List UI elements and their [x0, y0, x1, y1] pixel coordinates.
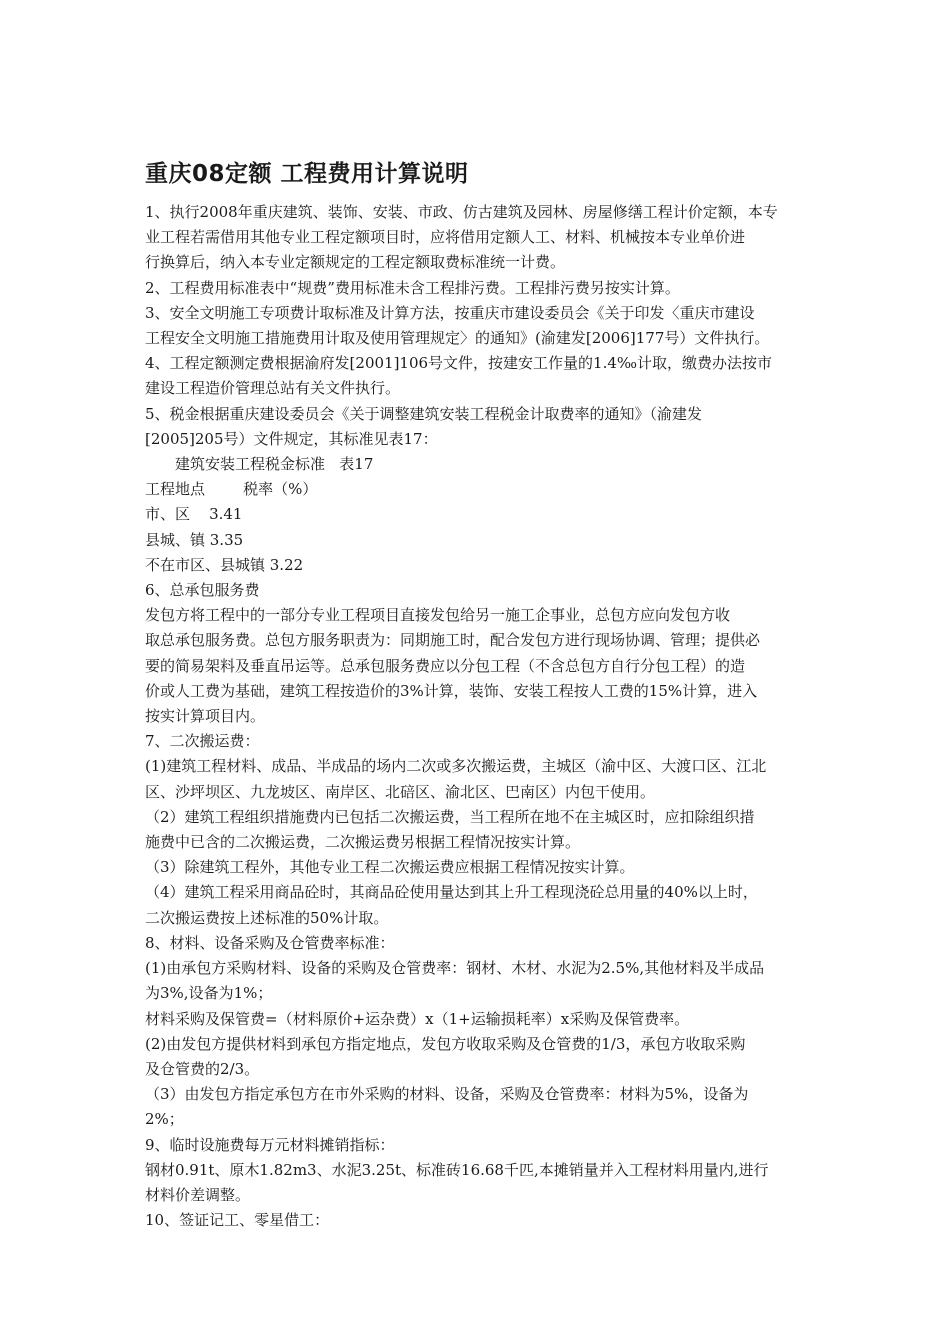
text-line: （3）除建筑工程外，其他专业工程二次搬运费应根据工程情况按实计算。 — [145, 858, 635, 877]
text-line: 10、签证记工、零星借工： — [145, 1211, 330, 1230]
text-line: 8、材料、设备采购及仓管费率标准： — [145, 933, 395, 952]
text-line: 为3%,设备为1%； — [145, 984, 273, 1003]
document-body — [145, 200, 810, 1233]
text-line: （2）建筑工程组织措施费内已包括二次搬运费，当工程所在地不在主城区时，应扣除组织措 — [145, 807, 755, 826]
text-line: (1)建筑工程材料、成品、半成品的场内二次或多次搬运费，主城区（渝中区、大渡口区、江北 — [145, 757, 767, 776]
text-line: 取总承包服务费。总包方服务职责为：同期施工时，配合发包方进行现场协调、管理；提供必 — [145, 631, 761, 650]
document-page — [145, 158, 810, 1233]
text-line: 价或人工费为基础，建筑工程按造价的3%计算，装饰、安装工程按人工费的15%计算，进入 — [145, 681, 758, 700]
text-line: [2005]205号）文件规定，其标准见表17： — [145, 429, 438, 448]
table-caption: 建筑安装工程税金标准 表17 — [175, 455, 374, 474]
text-line: 二次搬运费按上述标准的50%计取。 — [145, 908, 389, 927]
table-row: 市、区 3.41 — [145, 505, 243, 524]
page-title: 重庆08定额 工程费用计算说明 — [145, 161, 469, 187]
text-line: 材料采购及保管费=（材料原价+运杂费）x（1+运输损耗率）x采购及保管费率。 — [145, 1009, 690, 1028]
text-line: 6、总承包服务费 — [145, 581, 260, 600]
text-line: 建设工程造价管理总站有关文件执行。 — [145, 379, 401, 398]
text-line: 3、安全文明施工专项费计取标准及计算方法，按重庆市建设委员会《关于印发〈重庆市建设 — [145, 303, 755, 322]
text-line: 区、沙坪坝区、九龙坡区、南岸区、北碚区、渝北区、巴南区）内包干使用。 — [145, 782, 656, 801]
text-line: (1)由承包方采购材料、设备的采购及仓管费率：钢材、木材、水泥为2.5%,其他材料及半成品 — [145, 959, 765, 978]
text-line: (2)由发包方提供材料到承包方指定地点，发包方收取采购及仓管费的1/3，承包方收取采购 — [145, 1034, 746, 1053]
text-line: 行换算后，纳入本专业定额规定的工程定额取费标准统一计费。 — [145, 253, 566, 272]
text-line: （3）由发包方指定承包方在市外采购的材料、设备，采购及仓管费率：材料为5%，设备为 — [145, 1085, 749, 1104]
text-line: 2、工程费用标准表中“规费”费用标准未含工程排污费。工程排污费另按实计算。 — [145, 278, 680, 297]
text-line: 1、执行2008年重庆建筑、装饰、安装、市政、仿古建筑及园林、房屋修缮工程计价定额，本专 — [145, 203, 778, 221]
table-row: 不在市区、县城镇 3.22 — [145, 555, 304, 574]
text-line: 4、工程定额测定费根据渝府发[2001]106号文件，按建安工作量的1.4‰计取，缴费办法按市 — [145, 354, 773, 373]
text-line: 工程安全文明施工措施费用计取及使用管理规定〉的通知》(渝建发[2006]177号）文件执行。 — [145, 329, 770, 348]
text-line: 按实计算项目内。 — [145, 707, 266, 726]
text-line: 施费中已含的二次搬运费，二次搬运费另根据工程情况按实计算。 — [145, 833, 581, 852]
text-line: 发包方将工程中的一部分专业工程项目直接发包给另一施工企事业，总包方应向发包方收 — [145, 606, 731, 625]
text-line: 材料价差调整。 — [145, 1185, 251, 1204]
text-line: 2%； — [145, 1110, 184, 1129]
text-line: （4）建筑工程采用商品砼时，其商品砼使用量达到其上升工程现浇砼总用量的40%以上时， — [145, 883, 758, 902]
text-line: 7、二次搬运费： — [145, 732, 260, 751]
text-line: 及仓管费的2/3。 — [145, 1059, 260, 1078]
text-line: 要的简易架料及垂直吊运等。总承包服务费应以分包工程（不含总包方自行分包工程）的造 — [145, 656, 746, 675]
text-line: 5、税金根据重庆建设委员会《关于调整建筑安装工程税金计取费率的通知》（渝建发 — [145, 404, 703, 423]
table-header: 工程地点 税率（%） — [145, 480, 318, 499]
table-row: 县城、镇 3.35 — [145, 530, 244, 549]
text-line: 9、临时设施费每万元材料摊销指标： — [145, 1135, 395, 1154]
text-line: 业工程若需借用其他专业工程定额项目时，应将借用定额人工、材料、机械按本专业单价进 — [145, 228, 746, 247]
text-line: 钢材0.91t、原木1.82m3、水泥3.25t、标准砖16.68千匹,本摊销量并入工程材料用量内,进行 — [145, 1160, 769, 1179]
